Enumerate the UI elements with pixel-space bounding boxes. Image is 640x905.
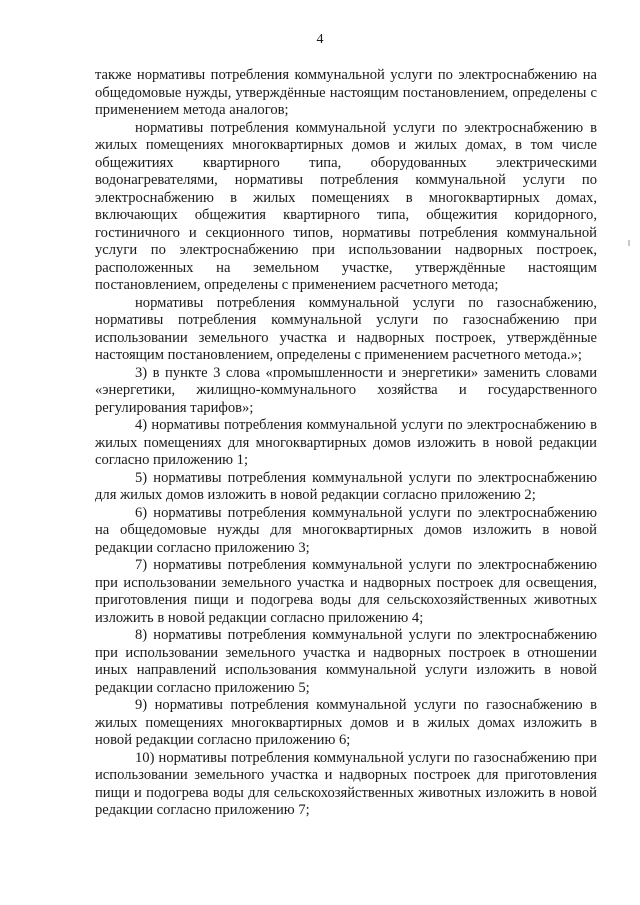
paragraph: 7) нормативы потребления коммунальной услуги по электроснабжению при использовании земельного участка и надворных построек для освещения, приготовления пищи и подогрева воды для сельскохозяйственных животных изложить в новой редакции согласно приложению 4; (95, 557, 597, 626)
paragraph: 6) нормативы потребления коммунальной услуги по электроснабжению на общедомовые нужды для многоквартирных домов изложить в новой редакции согласно приложению 3; (95, 504, 597, 556)
paragraph: 9) нормативы потребления коммунальной услуги по газоснабжению в жилых помещениях многоквартирных домов и в жилых домах изложить в новой редакции согласно приложению 6; (95, 697, 597, 748)
paragraph: нормативы потребления коммунальной услуги по электроснабжению в жилых помещениях многоквартирных домов и жилых домах, в том числе общежитиях квартирного типа, оборудованных электрическими водонагревателями, нормативы потребления коммунальной услуги по электроснабжению в жилых помещениях в многоквартирных домах, включающих общежития квартирного типа, общежития коридорного, гостиничного и секционного типов, нормативы потребления коммунальной услуги по электроснабжению при использовании надворных построек, расположенных на земельном участке, утверждённые настоящим постановлением, определены с применением расчетного метода; (95, 119, 597, 293)
document-body (95, 67, 597, 820)
paragraph: 3) в пункте 3 слова «промышленности и энергетики» заменить словами «энергетики, жилищно-коммунального хозяйства и государственного регулирования тарифов»; (95, 364, 597, 416)
paragraph: также нормативы потребления коммунальной услуги по электроснабжению на общедомовые нужды, утверждённые настоящим постановлением, определены с применением метода аналогов; (95, 67, 597, 118)
paragraph: 4) нормативы потребления коммунальной услуги по электроснабжению в жилых помещениях для многоквартирных домов изложить в новой редакции согласно приложению 1; (95, 417, 597, 468)
paragraph: 8) нормативы потребления коммунальной услуги по электроснабжению при использовании земельного участка и надворных построек в отношении иных направлений использования коммунальной услуги изложить в новой редакции согласно приложению 5; (95, 627, 597, 696)
paragraph: 5) нормативы потребления коммунальной услуги по электроснабжению для жилых домов изложить в новой редакции согласно приложению 2; (95, 469, 597, 503)
paragraph: нормативы потребления коммунальной услуги по газоснабжению, нормативы потребления коммунальной услуги по газоснабжению при использовании земельного участка и надворных построек, утверждённые настоящим постановлением, определены с применением расчетного метода.»; (95, 294, 597, 363)
page-number: 4 (316, 32, 324, 47)
paragraph: 10) нормативы потребления коммунальной услуги по газоснабжению при использовании земельного участка и надворных построек для приготовления пищи и подогрева воды для сельскохозяйственных животных изложить в новой редакции согласно приложению 7; (95, 749, 597, 818)
scan-margin-mark (628, 240, 630, 246)
